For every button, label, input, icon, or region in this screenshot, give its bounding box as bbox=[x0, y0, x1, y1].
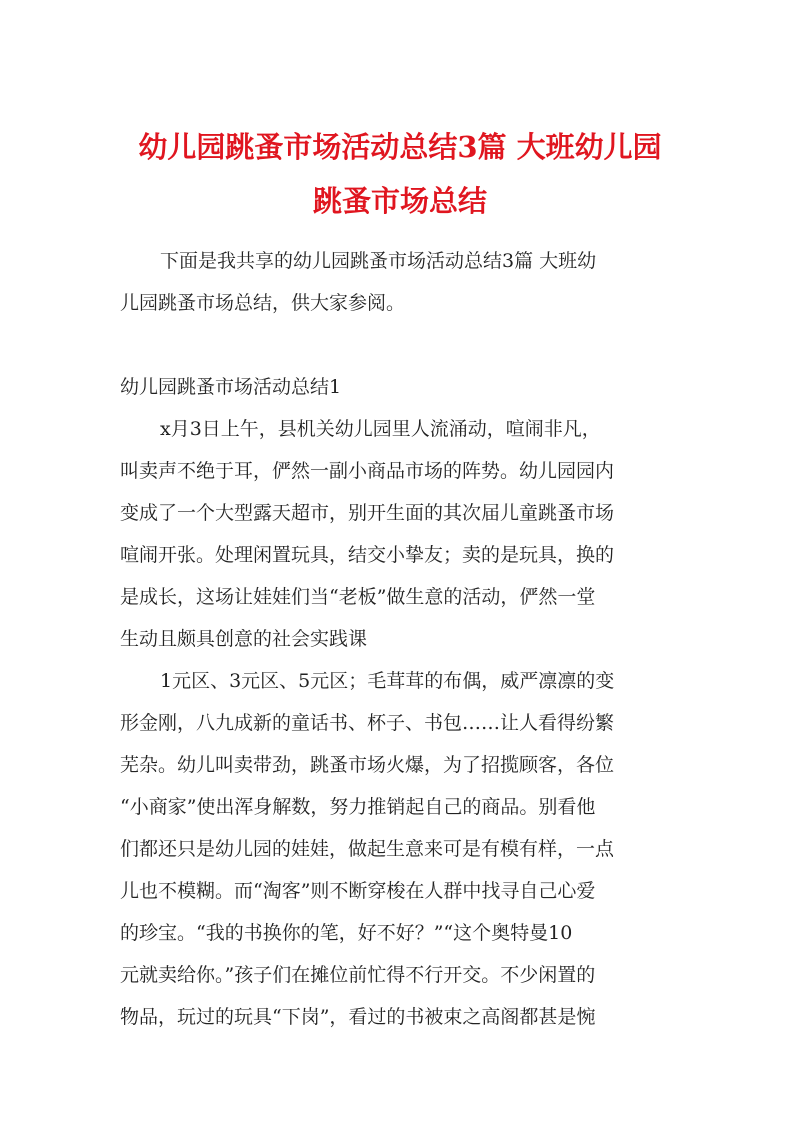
paragraph-line: 形金刚，八九成新的童话书、杯子、书包……让人看得纷繁 bbox=[120, 712, 615, 734]
paragraph-line: 1元区、3元区、5元区；毛茸茸的布偶，威严凛凛的变 bbox=[160, 670, 615, 692]
paragraph-line: 芜杂。幼儿叫卖带劲，跳蚤市场火爆，为了招揽顾客，各位 bbox=[120, 754, 615, 776]
paragraph-line: 们都还只是幼儿园的娃娃，做起生意来可是有模有样，一点 bbox=[120, 838, 615, 860]
paragraph-line: 物品，玩过的玩具“下岗”，看过的书被束之高阁都甚是惋 bbox=[120, 1006, 596, 1028]
paragraph-line: 变成了一个大型露天超市，别开生面的其次届儿童跳蚤市场 bbox=[120, 502, 615, 524]
paragraph-line: 喧闹开张。处理闲置玩具，结交小挚友；卖的是玩具，换的 bbox=[120, 544, 615, 566]
paragraph-line: 元就卖给你。”孩子们在摊位前忙得不行开交。不少闲置的 bbox=[120, 964, 596, 986]
paragraph-line: 是成长，这场让娃娃们当“老板”做生意的活动，俨然一堂 bbox=[120, 586, 596, 608]
paragraph-line: 叫卖声不绝于耳，俨然一副小商品市场的阵势。幼儿园园内 bbox=[120, 460, 615, 482]
paragraph-line: x月3日上午，县机关幼儿园里人流涌动，喧闹非凡， bbox=[160, 418, 601, 440]
title-line-1: 幼儿园跳蚤市场活动总结3篇 大班幼儿园 bbox=[138, 130, 662, 164]
intro-paragraph bbox=[120, 240, 685, 324]
section-heading: 幼儿园跳蚤市场活动总结1 bbox=[120, 376, 342, 398]
paragraph-2 bbox=[120, 660, 685, 1038]
paragraph-gap bbox=[120, 324, 685, 366]
paragraph-line: 生动且颇具创意的社会实践课 bbox=[120, 628, 368, 650]
paragraph-line: 的珍宝。“我的书换你的笔，好不好？”“这个奥特曼10 bbox=[120, 922, 573, 944]
paragraph-line: “小商家”使出浑身解数，努力推销起自己的商品。别看他 bbox=[120, 796, 596, 818]
document-title bbox=[100, 120, 700, 228]
paragraph-1 bbox=[120, 408, 685, 660]
intro-line: 下面是我共享的幼儿园跳蚤市场活动总结3篇 大班幼 bbox=[160, 250, 597, 272]
title-line-2: 跳蚤市场总结 bbox=[312, 184, 487, 218]
document-body bbox=[120, 240, 685, 1038]
paragraph-line: 儿也不模糊。而“淘客”则不断穿梭在人群中找寻自己心爱 bbox=[120, 880, 596, 902]
intro-line: 儿园跳蚤市场总结，供大家参阅。 bbox=[120, 292, 406, 314]
